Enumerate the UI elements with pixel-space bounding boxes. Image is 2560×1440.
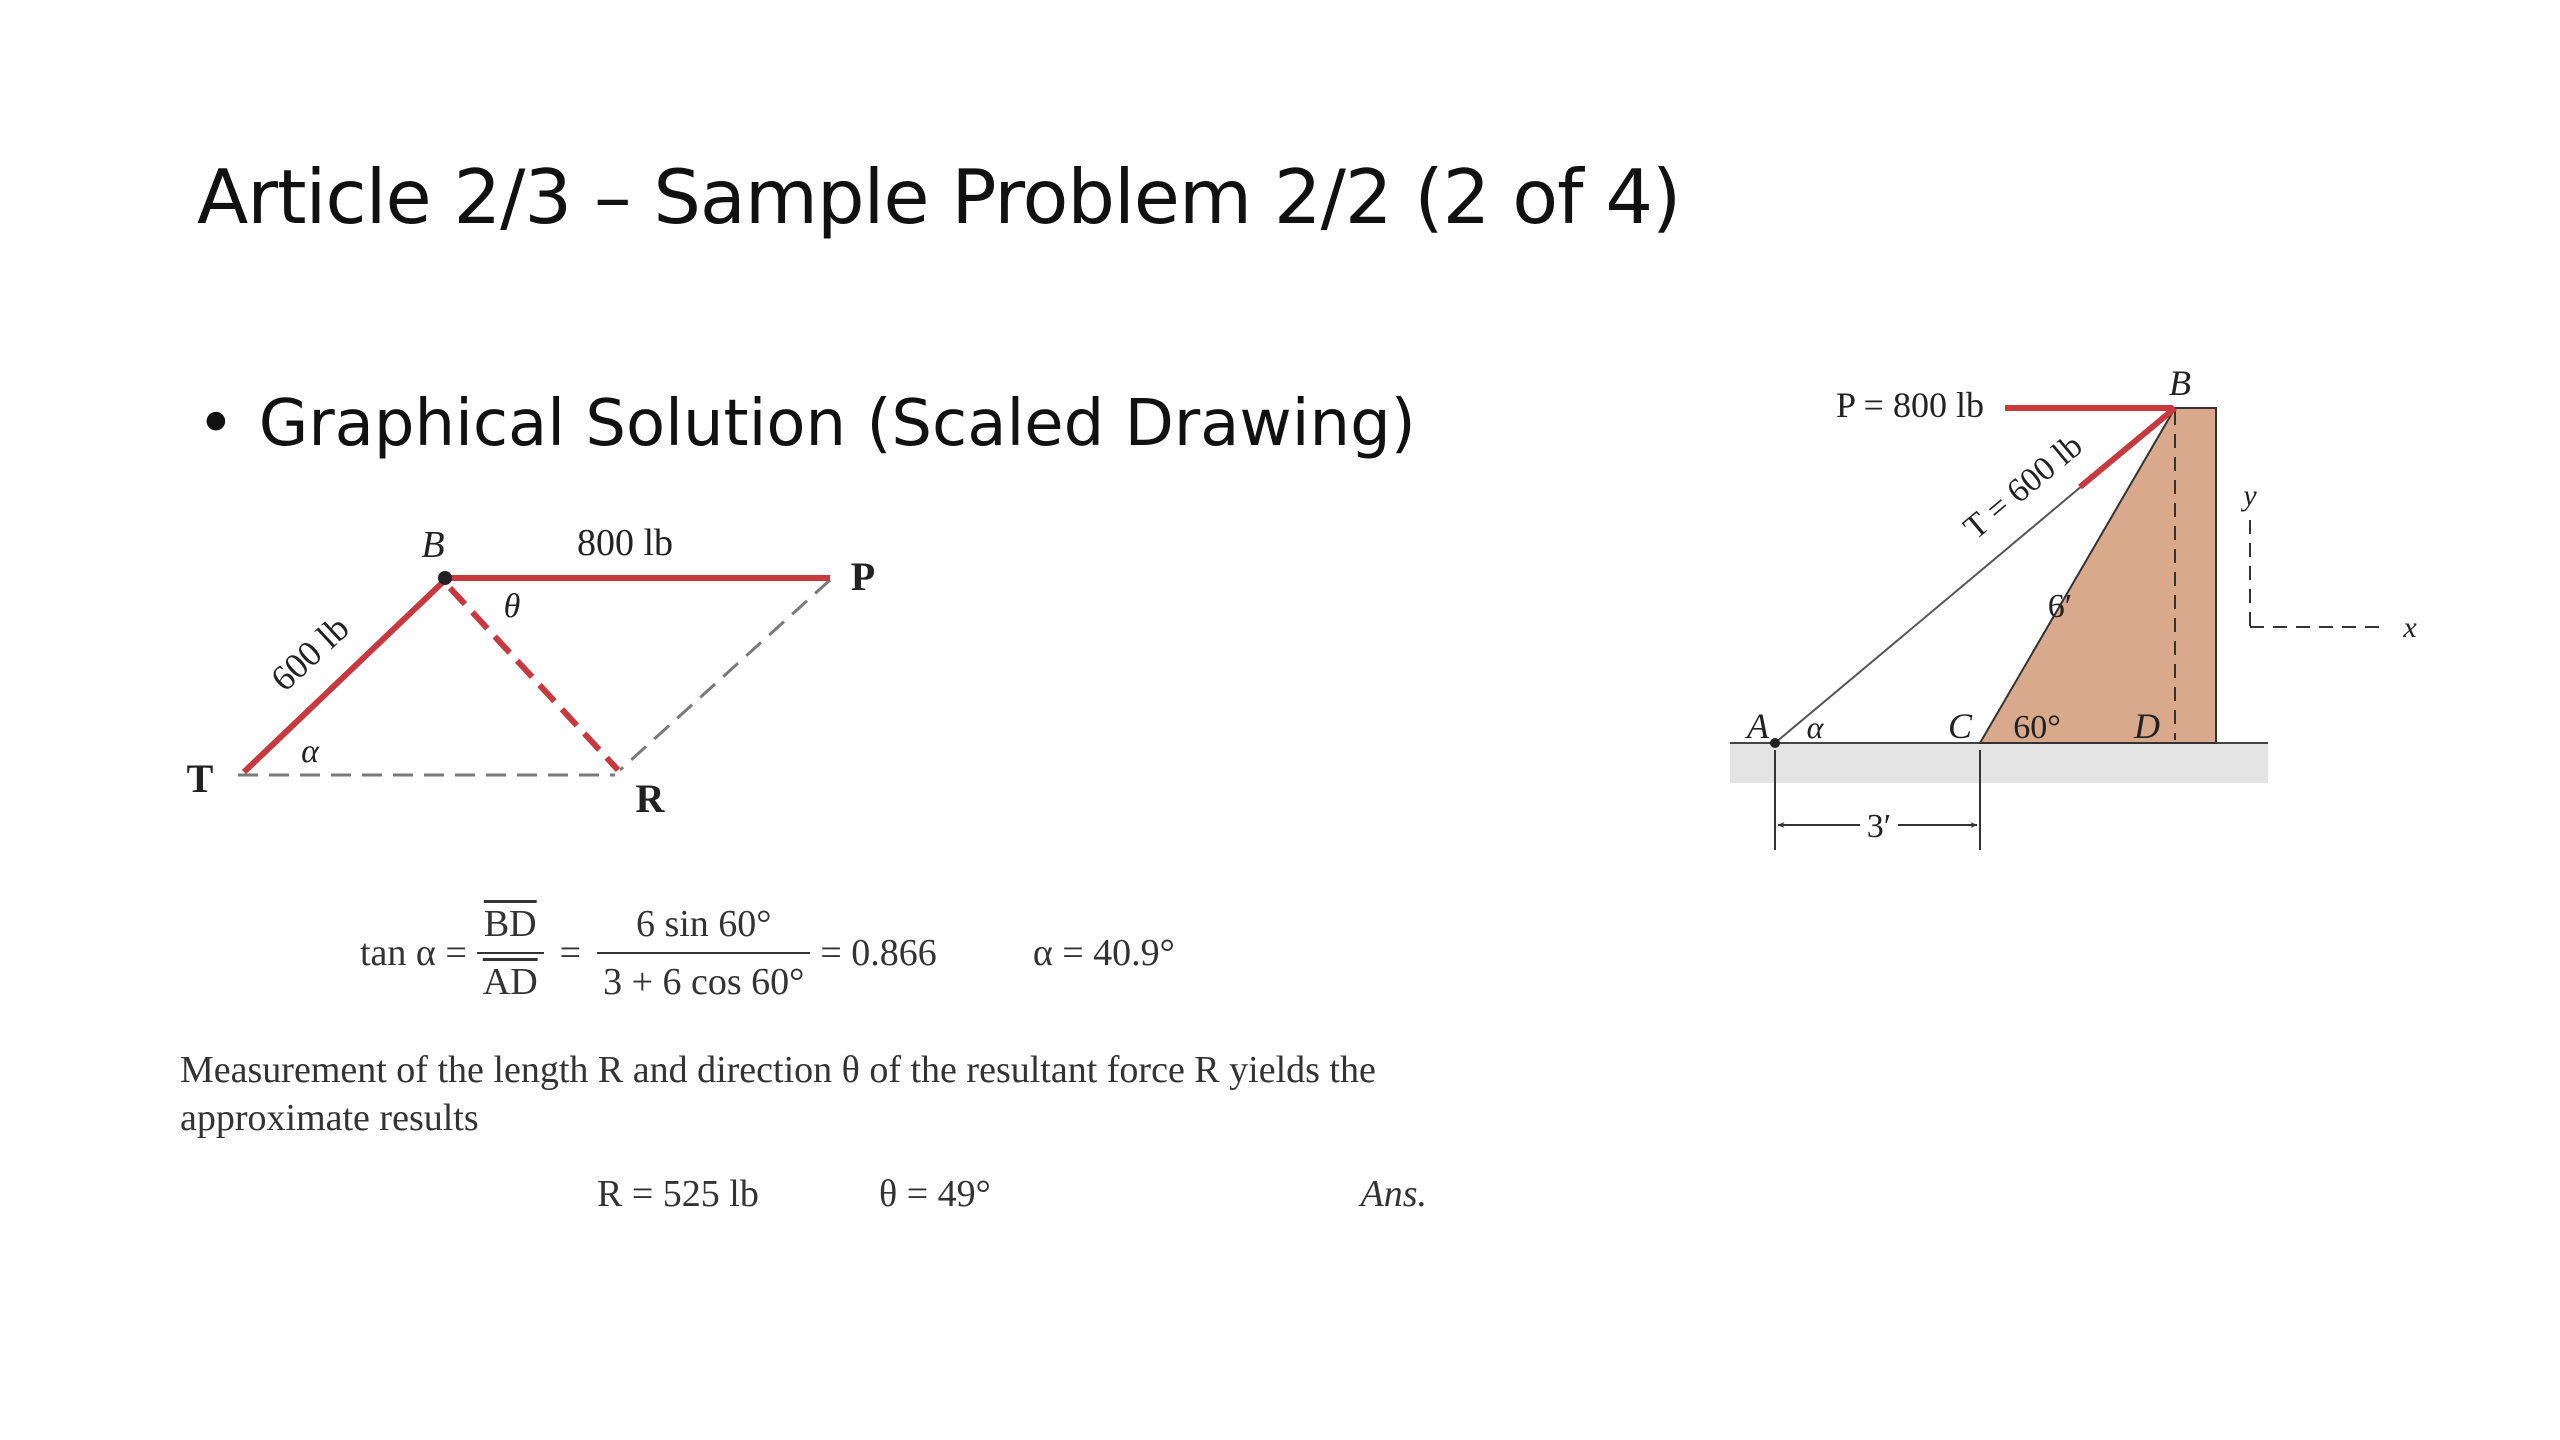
result-theta: θ = 49° <box>879 1173 991 1215</box>
fraction-numerator-bd: $\overline{BD}$ <box>483 903 537 945</box>
bullet-dot: • <box>197 387 235 461</box>
P-force-text: P = 800 lb <box>1836 385 1984 425</box>
wall-section <box>1980 408 2216 743</box>
slide-title: Article 2/3 – Sample Problem 2/2 (2 of 4) <box>197 153 1681 241</box>
formula-result: = 0.866 <box>820 932 937 974</box>
results-line <box>597 1172 1427 1222</box>
formula-lhs: tan α = <box>360 932 467 974</box>
length-6ft-text: 6′ <box>2047 588 2073 625</box>
tan-alpha-formula <box>360 898 1175 1008</box>
label-D: D <box>2134 706 2160 746</box>
alpha-result: α = 40.9° <box>1032 932 1175 974</box>
label-B: B <box>2169 363 2191 403</box>
equals-sign: = <box>559 932 582 974</box>
label-T: T <box>186 756 214 801</box>
fraction-numerator-sin: 6 sin 60° <box>635 903 772 945</box>
measurement-paragraph: Measurement of the length R and direction θ of the resultant force R yields the approximate results <box>180 1049 1376 1139</box>
label-R: R <box>635 776 665 821</box>
structure-diagram <box>1720 355 2440 865</box>
label-A: A <box>1747 706 1769 746</box>
point-A-dot <box>1770 738 1780 748</box>
angle-60-text: 60° <box>2013 709 2061 746</box>
label-P: P <box>850 554 876 599</box>
fraction-sin-cos <box>597 902 810 1004</box>
alpha-label: α <box>1806 709 1824 745</box>
ground-base <box>1730 743 2268 783</box>
resultant-R-arrow <box>450 588 618 770</box>
force-P-text: 800 lb <box>576 522 674 564</box>
point-B-dot <box>438 571 452 585</box>
bullet-text: Graphical Solution (Scaled Drawing) <box>258 387 1416 461</box>
fraction-bd-ad <box>477 902 544 1004</box>
force-T-text: 600 lb <box>262 607 357 699</box>
alpha-label: α <box>301 733 319 770</box>
label-C: C <box>1947 706 1973 746</box>
theta-label: θ <box>503 588 521 625</box>
dashed-P-to-R-line <box>620 580 830 770</box>
dimension-3ft-text: 3′ <box>1866 808 1892 845</box>
answer-label: Ans. <box>1360 1173 1427 1215</box>
fraction-denominator-cos: 3 + 6 cos 60° <box>597 952 810 1004</box>
axis-y-label: y <box>2243 479 2257 512</box>
parallelogram-diagram <box>160 500 920 840</box>
T-force-text: T = 600 lb <box>1956 427 2090 547</box>
axis-x-label: x <box>2403 611 2417 644</box>
fraction-denominator-ad: AD <box>477 952 544 1004</box>
label-B: B <box>421 524 445 566</box>
result-R: R = 525 lb <box>597 1173 759 1215</box>
bullet-item <box>197 387 1416 461</box>
